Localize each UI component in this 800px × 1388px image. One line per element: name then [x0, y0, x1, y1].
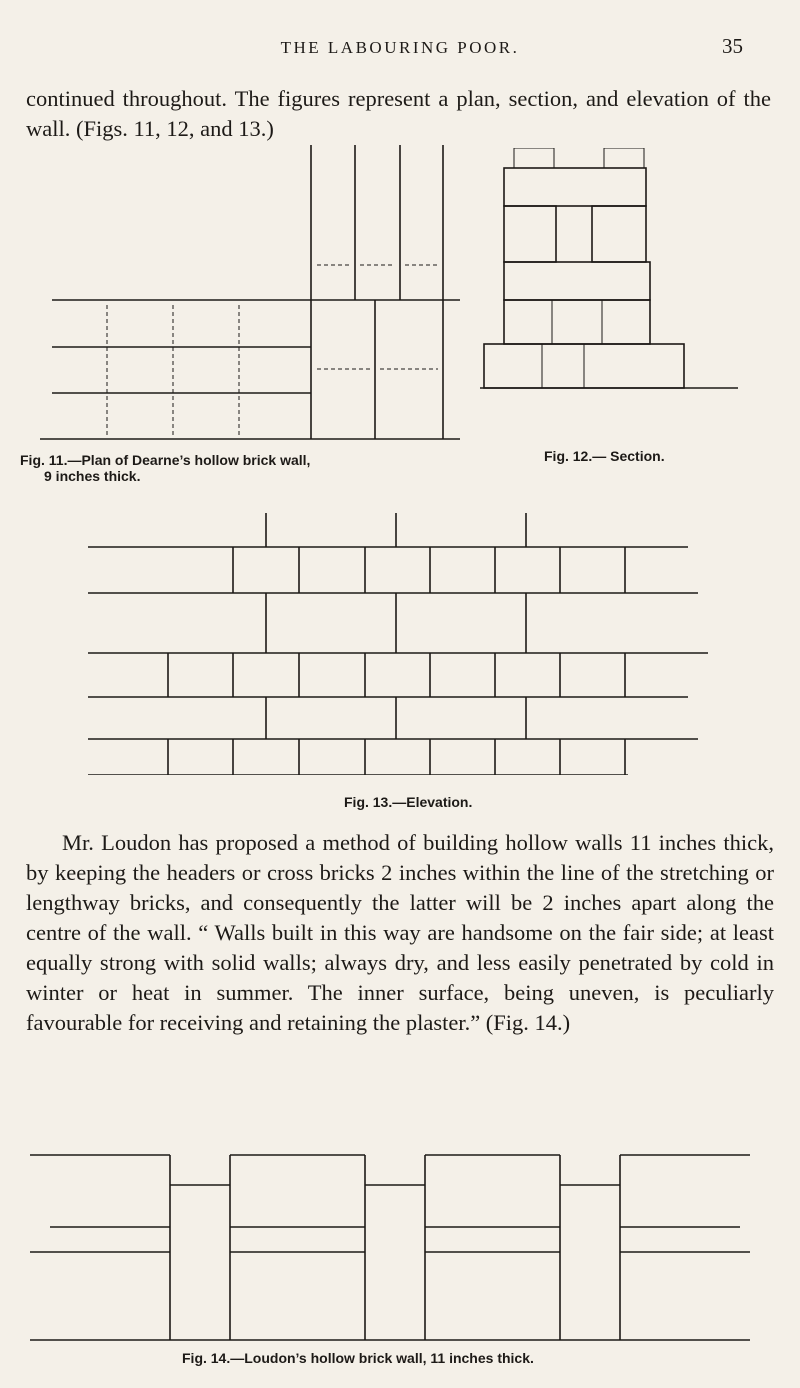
fig11-caption-line1: Fig. 11.—Plan of Dearne’s hollow brick wall,: [20, 452, 311, 468]
fig12-caption: Fig. 12.— Section.: [544, 448, 665, 464]
fig14-caption: Fig. 14.—Loudon’s hollow brick wall, 11 inches thick.: [182, 1350, 534, 1366]
fig13-elevation-diagram: [88, 505, 718, 775]
running-head: THE LABOURING POOR.: [280, 38, 520, 57]
fig11-caption-line2: 9 inches thick.: [44, 468, 141, 484]
page-number: 35: [722, 34, 743, 58]
fig11-plan-diagram: [40, 145, 460, 445]
fig14-loudon-wall-diagram: [30, 1145, 760, 1345]
fig12-section-diagram: [480, 148, 740, 438]
paragraph-loudon: Mr. Loudon has proposed a method of building hollow walls 11 inches thick, by keeping the headers or cross bricks 2 inches within the line of the stretching or lengthway bricks, and consequently the latter will be 2 inches apart along the centre of the wall. “ Walls built in this way are handsome on the fair side; at least equally strong with solid walls; always dry, and less easily penetrated by cold in winter or heat in summer. The inner surface, being uneven, is peculiarly favourable for receiving and retaining the plaster.” (Fig. 14.): [26, 830, 774, 1035]
paragraph-intro: continued throughout. The figures represent a plan, section, and elevation of the wall. (Figs. 11, 12, and 13.): [26, 86, 771, 141]
fig13-caption: Fig. 13.—Elevation.: [344, 794, 473, 810]
